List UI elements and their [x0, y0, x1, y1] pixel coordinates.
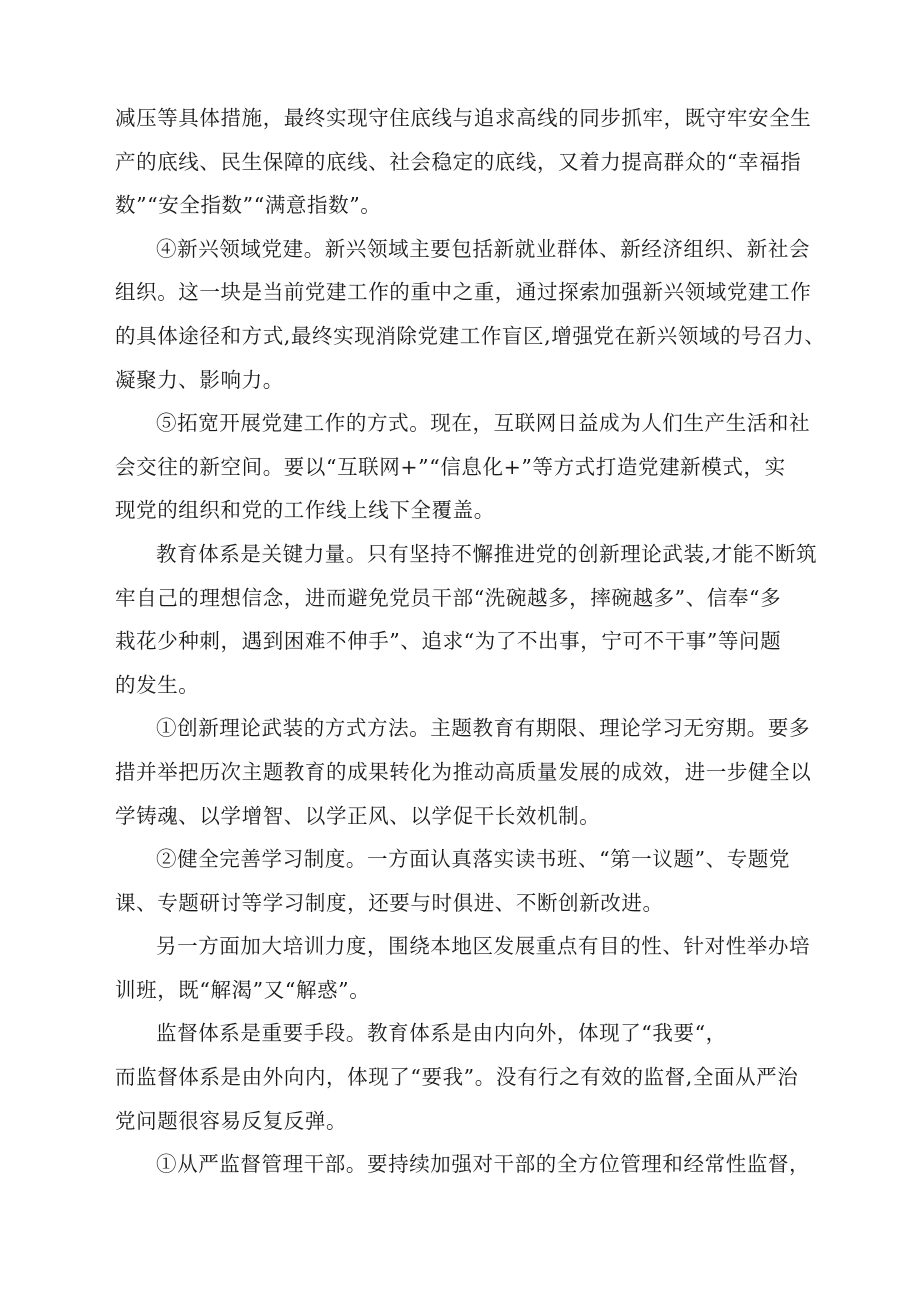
- text-line: 栽花少种刺，遇到困难不伸手”、追求“为了不出事，宁可不干事”等问题: [115, 629, 782, 654]
- paragraph: [115, 533, 845, 707]
- paragraph: [115, 97, 845, 228]
- text-line: 凝聚力、影响力。: [115, 367, 284, 392]
- text-line: 的具体途径和方式,最终实现消除党建工作盲区,增强党在新兴领域的号召力、: [115, 323, 826, 348]
- text-line: 现党的组织和党的工作线上线下全覆盖。: [115, 498, 495, 523]
- document-body: [115, 97, 845, 1187]
- paragraph: [115, 925, 845, 1012]
- text-line: 课、专题研讨等学习制度，还要与时俱进、不断创新改进。: [115, 890, 664, 915]
- text-line: 教育体系是关键力量。只有坚持不懈推进党的创新理论武装,才能不断筑: [156, 541, 818, 566]
- text-line: ④新兴领域党建。新兴领域主要包括新就业群体、新经济组织、新社会: [156, 236, 811, 261]
- text-line: 而监督体系是由外向内，体现了“要我”。没有行之有效的监督,全面从严治: [115, 1065, 799, 1090]
- text-line: 措并举把历次主题教育的成果转化为推动高质量发展的成效，进一步健全以: [115, 759, 812, 784]
- text-line: ②健全完善学习制度。一方面认真落实读书班、“第一议题”、专题党: [156, 847, 791, 872]
- text-line: 训班，既“解渴”又“解惑”。: [115, 977, 371, 1002]
- text-line: 监督体系是重要手段。教育体系是由内向外，体现了“我要“，: [156, 1021, 727, 1046]
- text-line: ⑤拓宽开展党建工作的方式。现在，互联网日益成为人们生产生活和社: [156, 411, 811, 436]
- text-line: 党问题很容易反复反弹。: [115, 1108, 348, 1133]
- paragraph: [115, 1143, 845, 1187]
- paragraph: [115, 228, 845, 402]
- text-line: ①从严监督管理干部。要持续加强对干部的全方位管理和经常性监督，: [156, 1152, 811, 1177]
- text-line: 组织。这一块是当前党建工作的重中之重，通过探索加强新兴领域党建工作: [115, 280, 812, 305]
- text-line: 数”“安全指数”“满意指数”。: [115, 193, 382, 218]
- paragraph: [115, 838, 845, 925]
- text-line: 的发生。: [115, 672, 200, 697]
- text-line: 减压等具体措施，最终实现守住底线与追求高线的同步抓牢，既守牢安全生: [115, 106, 812, 130]
- text-line: 牢自己的理想信念，进而避免党员干部“洗碗越多，摔碗越多”、信奉“多: [115, 585, 782, 610]
- paragraph: [115, 402, 845, 533]
- text-line: 产的底线、民生保障的底线、社会稳定的底线，又着力提高群众的“幸福指: [115, 149, 802, 174]
- text-line: ①创新理论武装的方式方法。主题教育有期限、理论学习无穷期。要多: [156, 716, 811, 741]
- paragraph: [115, 1012, 845, 1143]
- paragraph: [115, 707, 845, 838]
- text-line: 另一方面加大培训力度，围绕本地区发展重点有目的性、针对性举办培: [156, 934, 811, 959]
- text-line: 学铸魂、以学增智、以学正风、以学促干长效机制。: [115, 803, 601, 828]
- text-line: 会交往的新空间。要以“互联网+”“信息化+”等方式打造党建新模式，实: [115, 454, 786, 479]
